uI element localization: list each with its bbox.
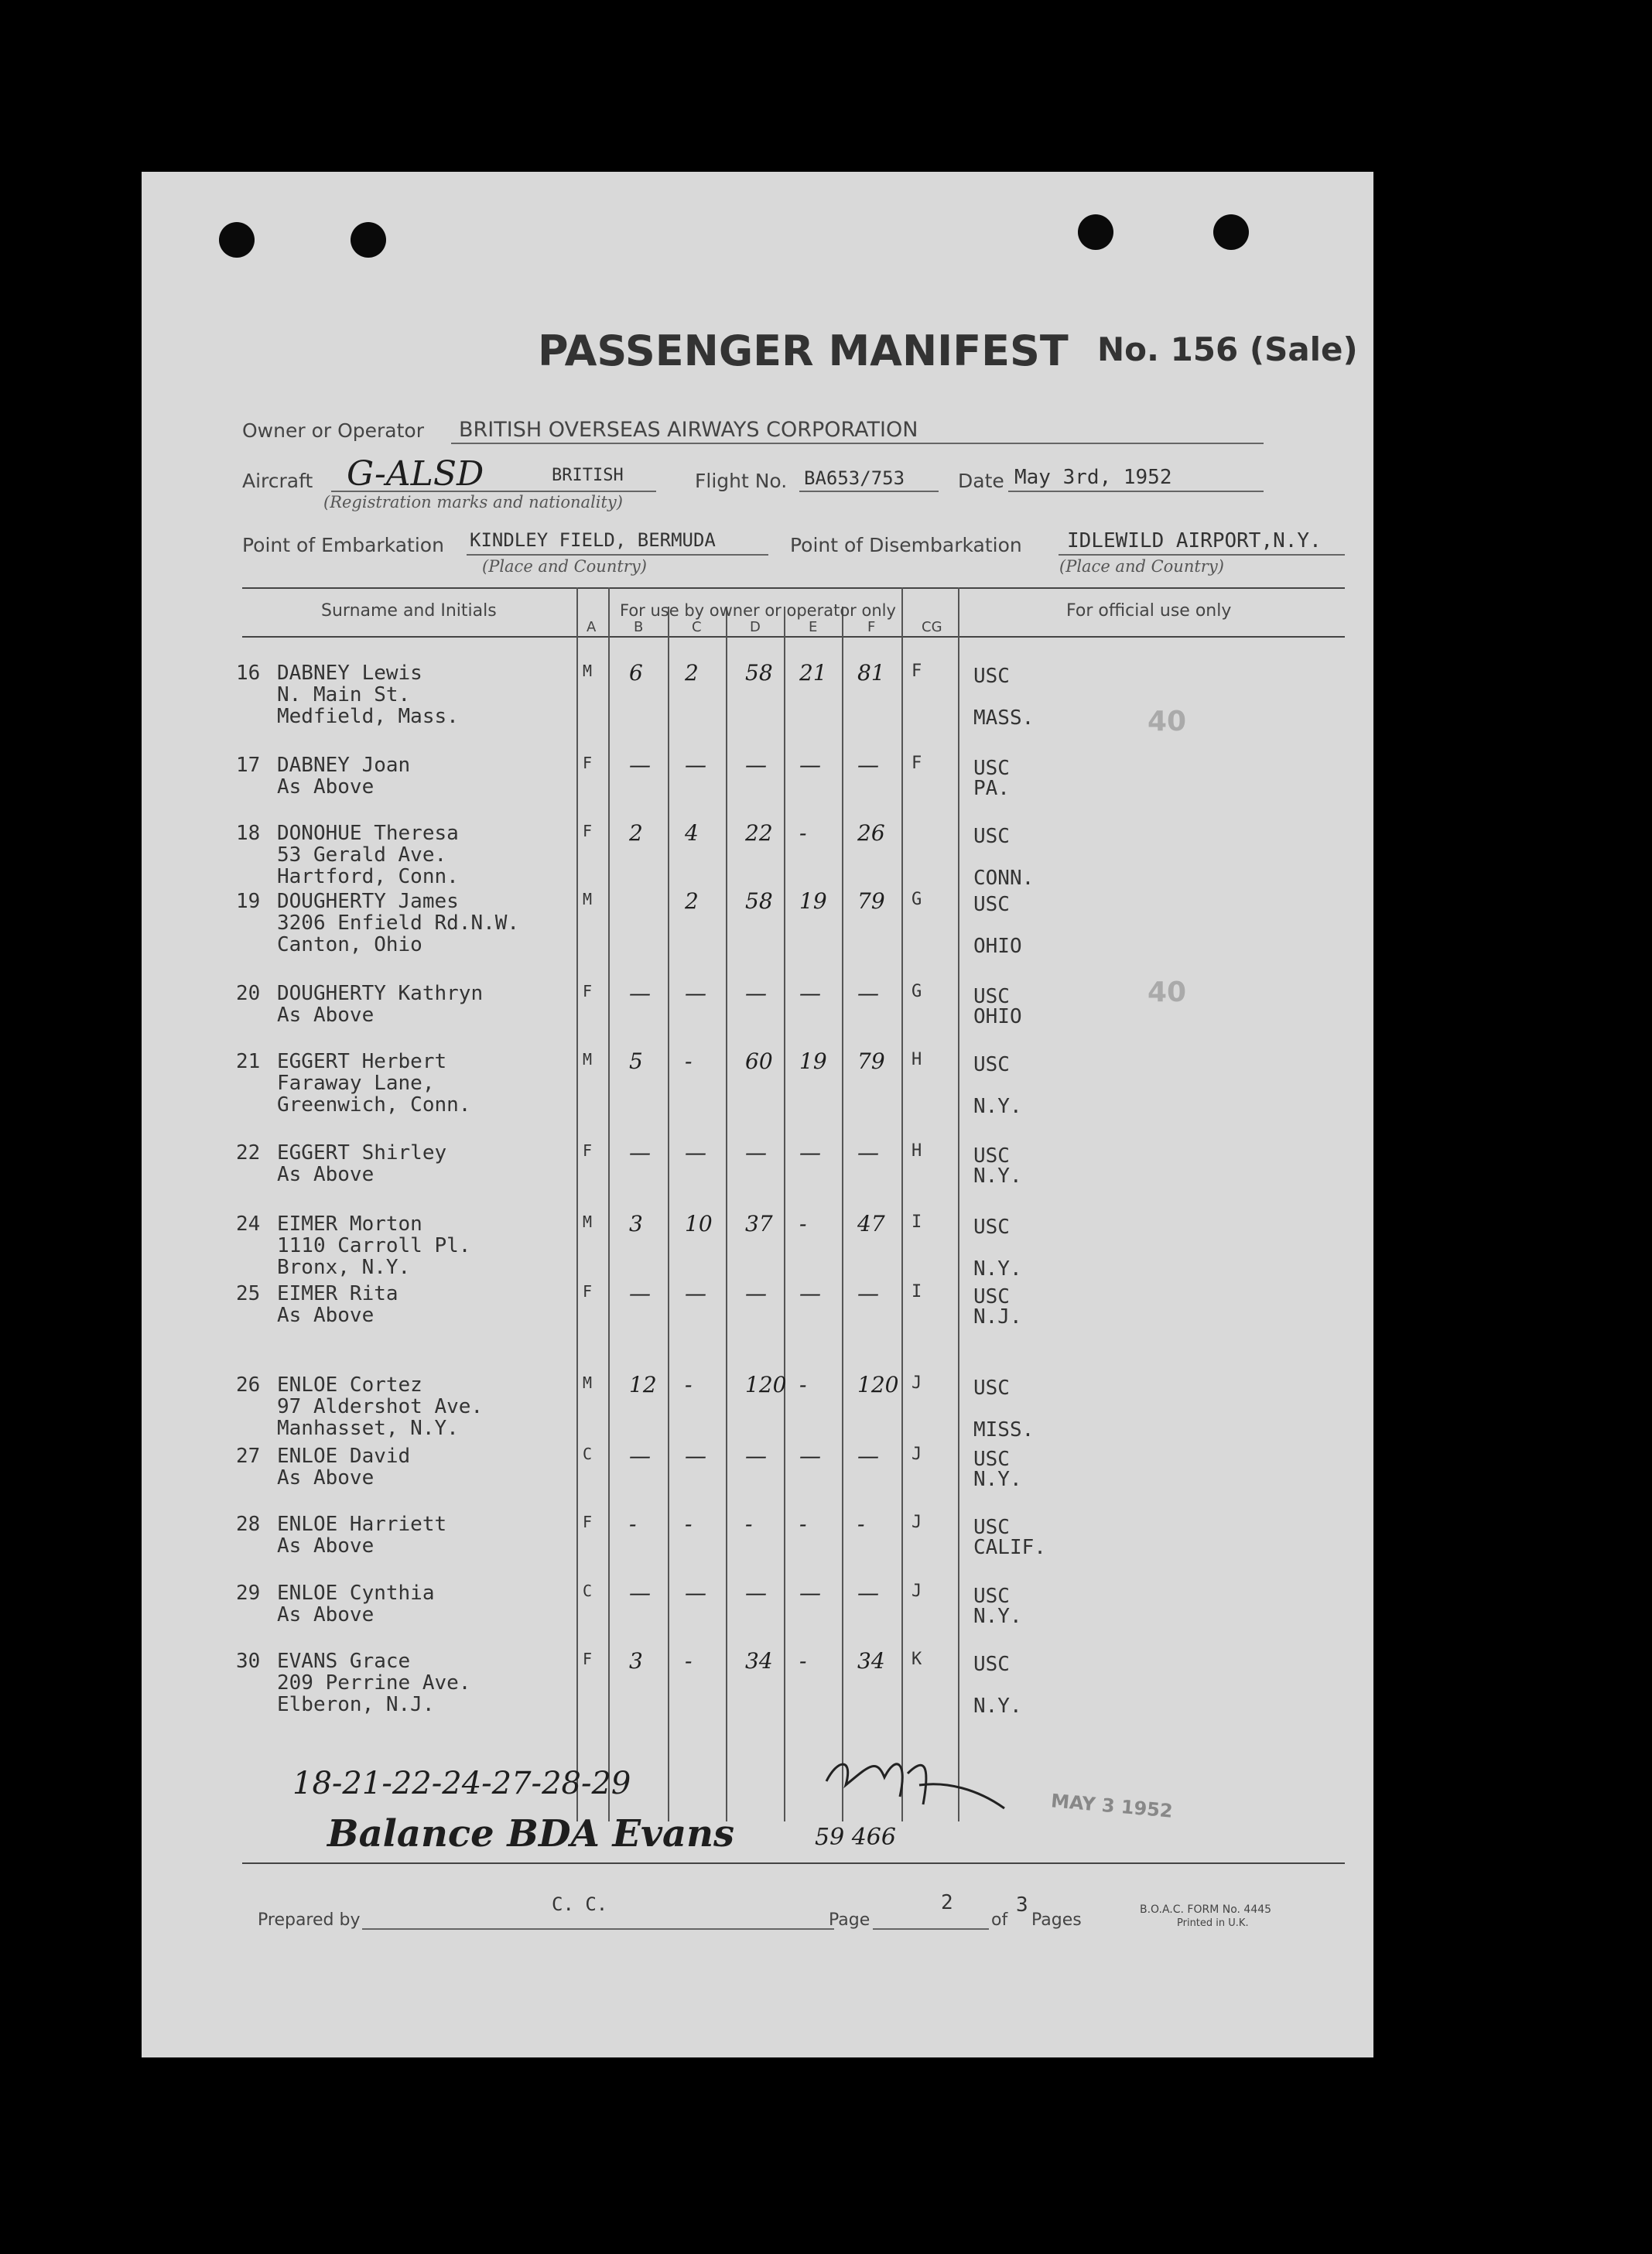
cell-cg: I (912, 1213, 922, 1232)
passenger-name: DOUGHERTY James (277, 890, 459, 913)
cell-c: — (685, 1140, 706, 1165)
handwritten-totals: 59 466 (815, 1824, 896, 1851)
punch-hole (219, 222, 255, 258)
cell-sex: F (583, 822, 593, 840)
disembarkation-sub-label: (Place and Country) (1059, 557, 1224, 576)
official-use-entry: USC (973, 665, 1010, 688)
passenger-address-line: Hartford, Conn. (277, 865, 459, 888)
official-use-entry: USC (973, 825, 1010, 848)
cell-d: — (745, 752, 767, 778)
cell-e: 19 (799, 888, 827, 914)
cell-c: 4 (685, 820, 699, 846)
cell-e: — (799, 1443, 821, 1469)
passenger-number: 24 (236, 1213, 261, 1236)
official-use-entry: USC (973, 1377, 1010, 1400)
page-underline (873, 1928, 989, 1930)
cell-sex: F (583, 1141, 593, 1160)
passenger-number: 20 (236, 982, 261, 1005)
cell-b: — (629, 1140, 651, 1165)
column-divider (608, 587, 610, 1821)
cell-b: — (629, 1281, 651, 1306)
cell-d: — (745, 980, 767, 1006)
prepared-by-value: C. C. (552, 1893, 608, 1915)
cell-d: 58 (745, 888, 773, 914)
date-underline (1008, 491, 1264, 492)
table-top-rule (242, 587, 1345, 589)
cell-c: — (685, 1443, 706, 1469)
column-divider (576, 587, 578, 1821)
passenger-address-line: As Above (277, 775, 375, 799)
punch-hole (1213, 214, 1249, 250)
cell-b: 3 (629, 1648, 643, 1674)
passenger-name: ENLOE Cynthia (277, 1582, 435, 1605)
passenger-name: DOUGHERTY Kathryn (277, 982, 484, 1005)
cell-cg: H (912, 1050, 922, 1069)
disembarkation-label: Point of Disembarkation (790, 534, 1022, 556)
passenger-number: 19 (236, 890, 261, 913)
cell-sex: M (583, 1213, 593, 1231)
cell-sex: C (583, 1445, 593, 1463)
official-use-entry: USC (973, 1448, 1010, 1471)
passenger-address-line: As Above (277, 1163, 375, 1186)
passenger-address-line: 53 Gerald Ave. (277, 843, 447, 867)
punch-hole (351, 222, 386, 258)
cell-f: — (857, 1580, 879, 1606)
cell-f: — (857, 980, 879, 1006)
disembarkation-underline (1059, 554, 1345, 556)
page-label: Page (829, 1910, 870, 1930)
passenger-address-line: Greenwich, Conn. (277, 1093, 471, 1117)
cell-b: — (629, 1443, 651, 1469)
column-divider (784, 607, 785, 1821)
cell-cg: G (912, 982, 922, 1001)
flight-label: Flight No. (695, 470, 788, 492)
official-use-entry: USC (973, 1653, 1010, 1676)
cell-cg: I (912, 1282, 922, 1301)
passenger-number: 21 (236, 1050, 261, 1073)
passenger-number: 28 (236, 1513, 261, 1536)
passenger-name: EGGERT Shirley (277, 1141, 447, 1165)
passenger-address-line: As Above (277, 1534, 375, 1558)
cell-d: - (745, 1511, 753, 1537)
column-divider (668, 607, 669, 1821)
cell-cg: J (912, 1445, 922, 1464)
cell-f: 79 (857, 1048, 885, 1074)
cell-sex: M (583, 1373, 593, 1392)
passenger-number: 18 (236, 822, 261, 845)
cell-e: 19 (799, 1048, 827, 1074)
passenger-name: EIMER Morton (277, 1213, 422, 1236)
cell-sex: M (583, 662, 593, 680)
column-header-cg: CG (922, 619, 942, 635)
passenger-number: 26 (236, 1373, 261, 1397)
cell-b: — (629, 1580, 651, 1606)
cell-d: 120 (745, 1372, 787, 1397)
cell-c: — (685, 980, 706, 1006)
cell-sex: F (583, 1282, 593, 1301)
passenger-address-line: As Above (277, 1004, 375, 1027)
passenger-address-line: 1110 Carroll Pl. (277, 1234, 471, 1257)
cell-f: - (857, 1511, 865, 1537)
cell-cg: K (912, 1650, 922, 1669)
column-header-e: E (809, 619, 818, 635)
official-use-entry: USC (973, 1144, 1010, 1168)
prepared-by-underline (362, 1928, 834, 1930)
flight-date: May 3rd, 1952 (1014, 466, 1172, 489)
passenger-number: 30 (236, 1650, 261, 1673)
owner-use-header: For use by owner or operator only (620, 601, 896, 620)
passenger-number: 27 (236, 1445, 261, 1468)
cell-f: — (857, 1443, 879, 1469)
manifest-sheet (142, 172, 1373, 2057)
owner-value: BRITISH OVERSEAS AIRWAYS CORPORATION (459, 418, 918, 442)
official-use-entry: N.Y. (973, 1165, 1022, 1188)
official-use-entry: USC (973, 1053, 1010, 1076)
cell-f: — (857, 1140, 879, 1165)
passenger-name: ENLOE Cortez (277, 1373, 422, 1397)
cell-sex: F (583, 1650, 593, 1668)
cell-e: - (799, 1372, 807, 1397)
official-use-entry: USC (973, 985, 1010, 1008)
embarkation-label: Point of Embarkation (242, 534, 444, 556)
flight-number: BA653/753 (804, 467, 905, 489)
passenger-name: EGGERT Herbert (277, 1050, 447, 1073)
official-use-entry: N.Y. (973, 1257, 1022, 1281)
passenger-address-line: 3206 Enfield Rd.N.W. (277, 912, 520, 935)
cell-b: 2 (629, 820, 643, 846)
passenger-address-line: Manhasset, N.Y. (277, 1417, 459, 1440)
cell-sex: C (583, 1582, 593, 1600)
passenger-address-line: N. Main St. (277, 683, 411, 706)
passenger-address-line: As Above (277, 1304, 375, 1327)
punch-hole (1078, 214, 1113, 250)
cell-sex: F (583, 982, 593, 1000)
cell-f: 47 (857, 1211, 885, 1236)
passenger-name: ENLOE David (277, 1445, 411, 1468)
official-use-entry: OHIO (973, 1005, 1022, 1028)
cell-b: 3 (629, 1211, 643, 1236)
aircraft-underline (331, 491, 656, 492)
cell-d: — (745, 1580, 767, 1606)
passenger-address-line: As Above (277, 1603, 375, 1626)
disembarkation-value: IDLEWILD AIRPORT,N.Y. (1067, 529, 1322, 552)
cell-e: — (799, 1140, 821, 1165)
signature-scribble (823, 1750, 1008, 1820)
passenger-name: ENLOE Harriett (277, 1513, 447, 1536)
cell-c: — (685, 1580, 706, 1606)
date-label: Date (958, 470, 1004, 492)
passenger-name: DABNEY Joan (277, 754, 411, 777)
cell-f: 81 (857, 660, 885, 686)
embarkation-underline (467, 554, 768, 556)
official-use-entry: PA. (973, 777, 1010, 800)
column-divider (726, 607, 727, 1821)
cell-cg: H (912, 1141, 922, 1161)
page-value: 2 (941, 1891, 953, 1914)
official-use-header: For official use only (1066, 601, 1232, 621)
cell-e: - (799, 820, 807, 846)
passenger-address-line: 97 Aldershot Ave. (277, 1395, 484, 1418)
handwritten-balance: Balance BDA Evans (327, 1812, 735, 1856)
passenger-address-line: 209 Perrine Ave. (277, 1671, 471, 1695)
cell-f: 79 (857, 888, 885, 914)
cell-e: — (799, 1281, 821, 1306)
passenger-number: 17 (236, 754, 261, 777)
official-use-entry: USC (973, 893, 1010, 916)
cell-d: 60 (745, 1048, 773, 1074)
official-use-entry: USC (973, 1216, 1010, 1239)
form-number: B.O.A.C. FORM No. 4445 (1140, 1903, 1272, 1916)
cell-d: — (745, 1443, 767, 1469)
cell-b: — (629, 752, 651, 778)
official-use-entry: USC (973, 1285, 1010, 1308)
cell-b: - (629, 1511, 637, 1537)
column-divider (901, 587, 903, 1821)
owner-underline (451, 443, 1264, 444)
passenger-address-line: Medfield, Mass. (277, 705, 459, 728)
cell-d: 58 (745, 660, 773, 686)
cell-b: 12 (629, 1372, 657, 1397)
cell-cg: F (912, 754, 922, 773)
cell-e: 21 (799, 660, 827, 686)
official-use-entry: N.Y. (973, 1695, 1022, 1718)
cell-f: 34 (857, 1648, 885, 1674)
cell-e: - (799, 1511, 807, 1537)
aircraft-registration: G-ALSD (347, 454, 484, 494)
cell-e: - (799, 1211, 807, 1236)
official-use-entry: CALIF. (973, 1536, 1046, 1559)
cell-cg: J (912, 1373, 922, 1393)
passenger-address-line: Faraway Lane, (277, 1072, 435, 1095)
cell-e: — (799, 1580, 821, 1606)
embarkation-sub-label: (Place and Country) (482, 557, 647, 576)
passenger-name: DABNEY Lewis (277, 662, 422, 685)
cell-sex: M (583, 890, 593, 908)
cell-c: 2 (685, 660, 699, 686)
table-bottom-rule (242, 1862, 1345, 1864)
column-divider (958, 587, 959, 1821)
cell-c: 10 (685, 1211, 713, 1236)
cell-c: - (685, 1372, 693, 1397)
passenger-number: 25 (236, 1282, 261, 1305)
cell-e: — (799, 980, 821, 1006)
cell-f: 120 (857, 1372, 899, 1397)
embarkation-value: KINDLEY FIELD, BERMUDA (470, 529, 716, 551)
total-pages-value: 3 (1016, 1893, 1028, 1917)
passenger-number: 29 (236, 1582, 261, 1605)
official-use-entry: CONN. (973, 867, 1035, 890)
aircraft-nationality: BRITISH (552, 466, 624, 485)
printed-in: Printed in U.K. (1177, 1917, 1249, 1929)
official-use-entry: USC (973, 757, 1010, 780)
column-header-c: C (692, 619, 702, 635)
aircraft-sub-label: (Registration marks and nationality) (323, 493, 623, 511)
cell-b: 5 (629, 1048, 643, 1074)
pages-label: Pages (1031, 1910, 1082, 1930)
cell-cg: J (912, 1582, 922, 1601)
cell-cg: J (912, 1513, 922, 1532)
official-use-entry: OHIO (973, 935, 1022, 958)
official-use-entry: N.Y. (973, 1095, 1022, 1118)
column-header-f: F (867, 619, 876, 635)
surname-header: Surname and Initials (321, 601, 497, 621)
cell-d: 34 (745, 1648, 773, 1674)
manifest-number: No. 156 (Sale) (1097, 330, 1358, 368)
form-title: PASSENGER MANIFEST (538, 327, 1069, 375)
passenger-address-line: As Above (277, 1466, 375, 1490)
cell-c: - (685, 1648, 693, 1674)
official-use-entry: MISS. (973, 1418, 1035, 1442)
passenger-name: EVANS Grace (277, 1650, 411, 1673)
cell-b: 6 (629, 660, 643, 686)
official-use-entry: N.J. (973, 1305, 1022, 1329)
cell-sex: F (583, 1513, 593, 1531)
cell-b: — (629, 980, 651, 1006)
received-date-stamp: MAY 3 1952 (1050, 1790, 1174, 1822)
passenger-name: DONOHUE Theresa (277, 822, 459, 845)
official-use-entry: USC (973, 1516, 1010, 1539)
flight-underline (799, 491, 939, 492)
cell-d: — (745, 1140, 767, 1165)
official-use-entry: USC (973, 1585, 1010, 1608)
table-header-rule (242, 636, 1345, 638)
column-divider (842, 607, 843, 1821)
passenger-name: EIMER Rita (277, 1282, 398, 1305)
passenger-address-line: Canton, Ohio (277, 933, 422, 956)
cell-c: — (685, 752, 706, 778)
handwritten-sequence: 18-21-22-24-27-28-29 (292, 1766, 631, 1801)
owner-label: Owner or Operator (242, 419, 424, 442)
cell-sex: F (583, 754, 593, 772)
official-stamp-40: 40 (1148, 706, 1187, 737)
cell-f: — (857, 752, 879, 778)
aircraft-label: Aircraft (242, 470, 313, 492)
official-use-entry: N.Y. (973, 1468, 1022, 1491)
prepared-by-label: Prepared by (258, 1910, 361, 1930)
cell-e: - (799, 1648, 807, 1674)
cell-d: — (745, 1281, 767, 1306)
cell-d: 22 (745, 820, 773, 846)
column-header-b: B (634, 619, 644, 635)
cell-c: — (685, 1281, 706, 1306)
passenger-number: 22 (236, 1141, 261, 1165)
cell-c: - (685, 1511, 693, 1537)
official-stamp-40: 40 (1148, 977, 1187, 1008)
of-label: of (991, 1910, 1008, 1930)
passenger-address-line: Bronx, N.Y. (277, 1256, 411, 1279)
cell-sex: M (583, 1050, 593, 1069)
column-header-a: A (587, 619, 597, 635)
cell-c: - (685, 1048, 693, 1074)
column-header-d: D (750, 619, 761, 635)
cell-f: — (857, 1281, 879, 1306)
cell-d: 37 (745, 1211, 773, 1236)
passenger-address-line: Elberon, N.J. (277, 1693, 435, 1716)
cell-cg: G (912, 890, 922, 909)
official-use-entry: N.Y. (973, 1605, 1022, 1628)
cell-c: 2 (685, 888, 699, 914)
cell-f: 26 (857, 820, 885, 846)
official-use-entry: MASS. (973, 706, 1035, 730)
passenger-number: 16 (236, 662, 261, 685)
cell-cg: F (912, 662, 922, 681)
cell-e: — (799, 752, 821, 778)
